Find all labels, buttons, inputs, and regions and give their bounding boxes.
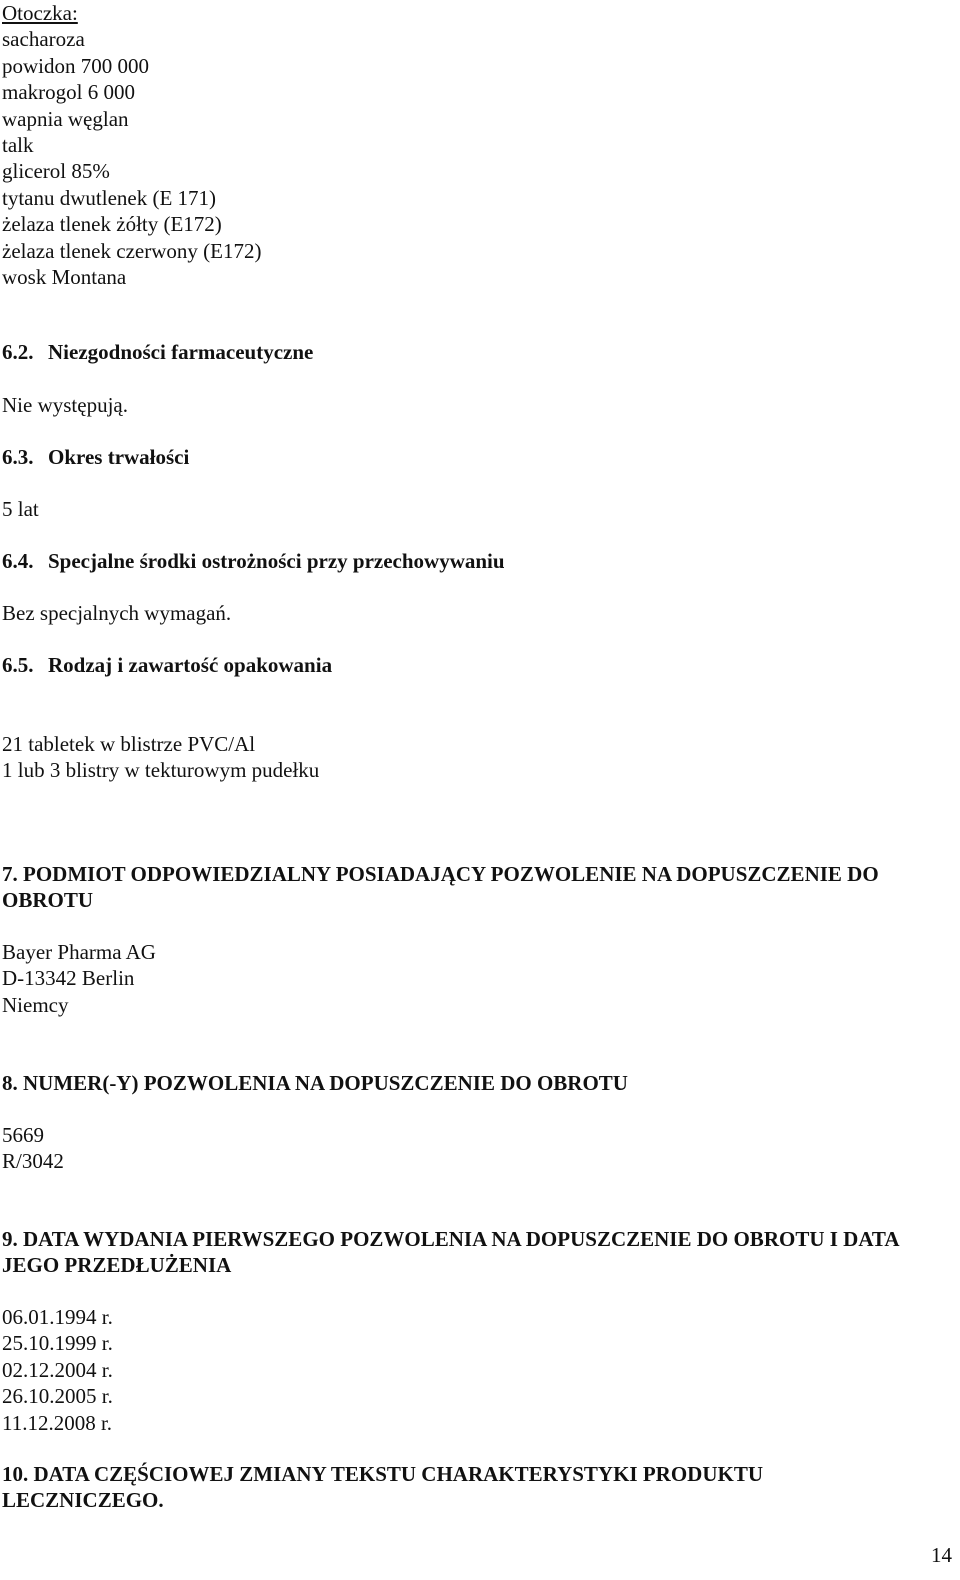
section-number: 6.2. (2, 340, 34, 364)
section-10-heading: 10. DATA CZĘŚCIOWEJ ZMIANY TEKSTU CHARAKTERYSTYKI PRODUKTU LECZNICZEGO. (2, 1462, 764, 1513)
date-line: 25.10.1999 r. (2, 1331, 113, 1356)
section-6-2-body: Nie występują. (2, 393, 128, 417)
coating-item: talk (2, 133, 34, 158)
authorisation-number: R/3042 (2, 1149, 64, 1174)
coating-item: powidon 700 000 (2, 53, 149, 78)
authorisation-number: 5669 (2, 1123, 44, 1147)
section-number: 6.3. (2, 445, 34, 469)
section-title: Specjalne środki ostrożności przy przechowywaniu (48, 549, 505, 573)
coating-item: wosk Montana (2, 265, 127, 290)
section-number: 6.4. (2, 549, 34, 573)
coating-item: żelaza tlenek czerwony (E172) (2, 238, 262, 263)
section-8-body (2, 1122, 64, 1175)
date-line: 11.12.2008 r. (2, 1410, 113, 1435)
date-line: 26.10.2005 r. (2, 1384, 113, 1409)
coating-item: makrogol 6 000 (2, 80, 135, 105)
coating-item: sacharoza (2, 27, 85, 52)
section-6-4-body: Bez specjalnych wymagań. (2, 601, 232, 625)
package-line: 1 lub 3 blistry w tekturowym pudełku (2, 758, 320, 783)
section-7-body (2, 939, 156, 1018)
coating-item: tytanu dwutlenek (E 171) (2, 185, 217, 210)
section-6-3-body: 5 lat (2, 497, 39, 521)
section-8-heading: 8. NUMER(-Y) POZWOLENIA NA DOPUSZCZENIE DO OBROTU (2, 1071, 628, 1095)
section-title: Okres trwałości (48, 445, 190, 469)
section-title: Niezgodności farmaceutyczne (48, 340, 314, 364)
section-title: Rodzaj i zawartość opakowania (48, 653, 333, 677)
package-line: 21 tabletek w blistrze PVC/Al (2, 732, 256, 756)
section-6-3-heading (2, 444, 189, 470)
section-6-5-body (2, 731, 319, 784)
section-9-heading: 9. DATA WYDANIA PIERWSZEGO POZWOLENIA NA DOPUSZCZENIE DO OBROTU I DATA JEGO PRZEDŁUŻENIA (2, 1227, 899, 1278)
coating-item: glicerol 85% (2, 159, 110, 184)
page-number: 14 (931, 1543, 952, 1567)
section-6-5-heading (2, 652, 332, 678)
holder-line: Bayer Pharma AG (2, 940, 156, 964)
coating-section (2, 0, 261, 290)
coating-item: żelaza tlenek żółty (E172) (2, 212, 222, 237)
coating-item: wapnia węglan (2, 106, 129, 131)
section-6-2-heading (2, 339, 313, 365)
holder-line: Niemcy (2, 992, 69, 1017)
date-line: 02.12.2004 r. (2, 1357, 113, 1382)
section-9-body (2, 1304, 113, 1436)
date-line: 06.01.1994 r. (2, 1305, 113, 1329)
section-number: 6.5. (2, 653, 34, 677)
section-6-4-heading (2, 548, 505, 574)
holder-line: D-13342 Berlin (2, 966, 135, 991)
coating-title: Otoczka: (2, 1, 78, 25)
section-7-heading: 7. PODMIOT ODPOWIEDZIALNY POSIADAJĄCY POZWOLENIE NA DOPUSZCZENIE DO OBROTU (2, 862, 879, 913)
